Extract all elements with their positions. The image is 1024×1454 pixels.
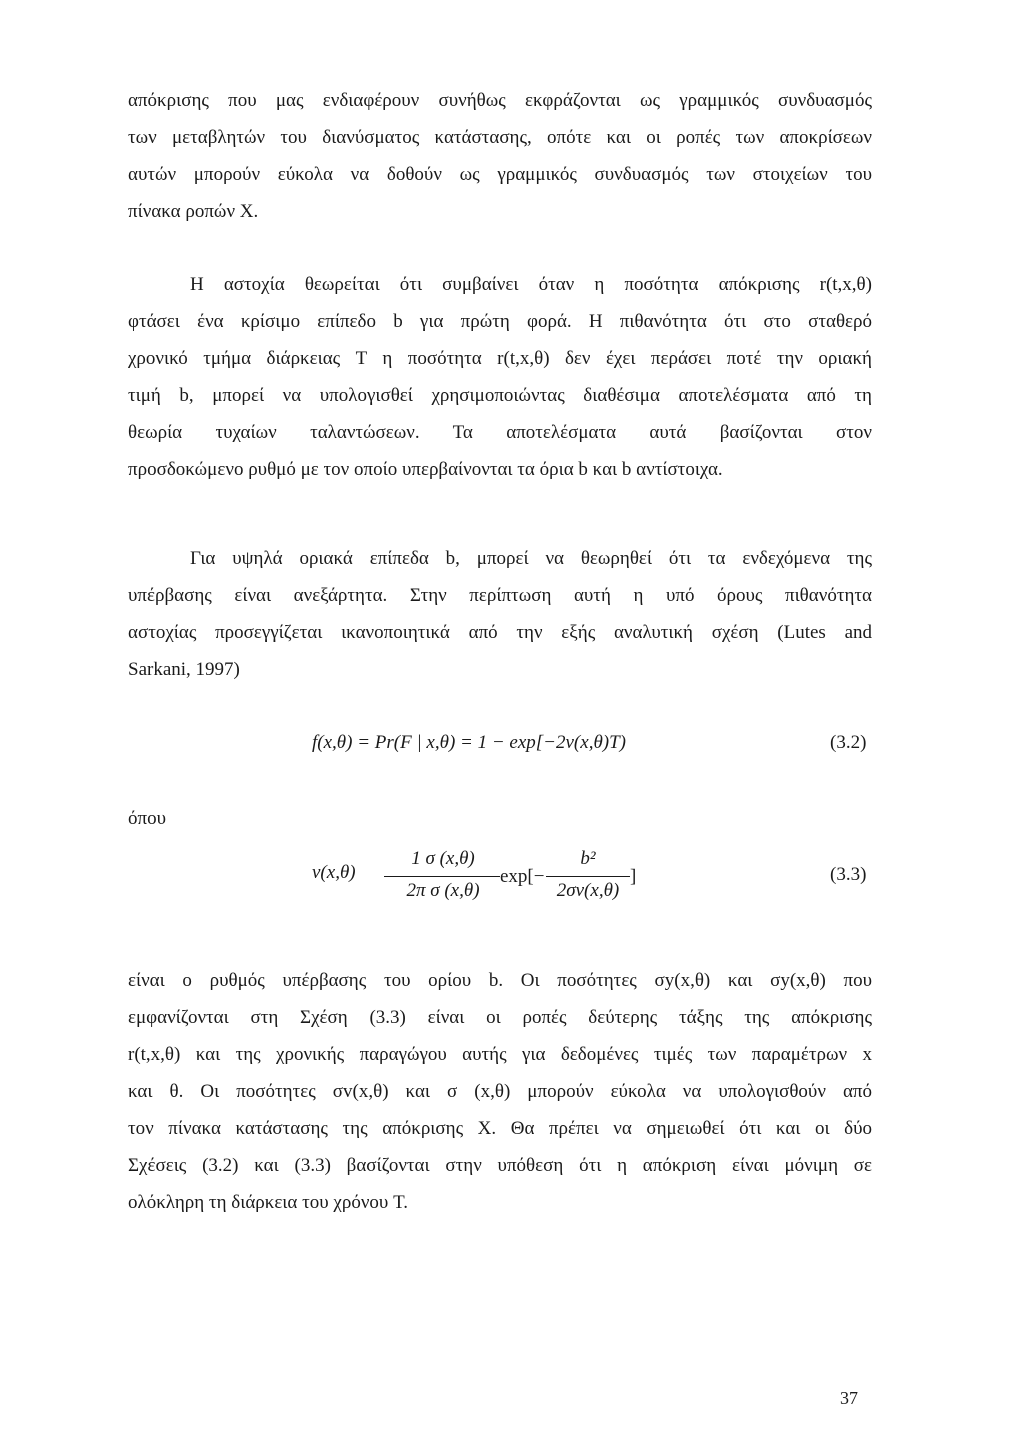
page-number: 37 — [840, 1388, 858, 1408]
paragraph-3 — [128, 540, 872, 688]
text-line: αυτών μπορούν εύκολα να δοθούν ως γραμμικός συνδυασμός των στοιχείων του — [128, 164, 872, 185]
text-line: Sarkani, 1997) — [128, 659, 240, 680]
fraction-2-bar — [546, 876, 630, 877]
text-line: τον πίνακα κατάστασης της απόκρισης X. Θα πρέπει να σημειωθεί ότι και οι δύο — [128, 1118, 872, 1139]
text-line: εμφανίζονται στη Σχέση (3.3) είναι οι ροπές δεύτερης τάξης της απόκρισης — [128, 1007, 872, 1028]
equation-3-3-lhs: ν(x,θ) — [312, 862, 356, 883]
text-line: και θ. Οι ποσότητες σv(x,θ) και σ (x,θ) μπορούν εύκολα να υπολογισθούν από — [128, 1081, 872, 1102]
text-line: Σχέσεις (3.2) και (3.3) βασίζονται στην υπόθεση ότι η απόκριση είναι μόνιμη σε — [128, 1155, 872, 1176]
fraction-2-denominator: 2σv(x,θ) — [556, 880, 620, 901]
opou-label: όπου — [128, 808, 166, 829]
text-line: Η αστοχία θεωρείται ότι συμβαίνει όταν η ποσότητα απόκρισης r(t,x,θ) — [190, 274, 872, 295]
equation-3-2: f(x,θ) = Pr(F | x,θ) = 1 − exp[−2ν(x,θ)T) — [312, 732, 626, 753]
text-line: θεωρία τυχαίων ταλαντώσεων. Τα αποτελέσματα αυτά βασίζονται στον — [128, 422, 872, 443]
fraction-2-numerator: b² — [580, 848, 596, 869]
text-line: τιμή b, μπορεί να υπολογισθεί χρησιμοποιώντας διαθέσιμα αποτελέσματα από τη — [128, 385, 872, 406]
paragraph-1 — [128, 82, 872, 230]
text-line: απόκρισης που μας ενδιαφέρουν συνήθως εκφράζονται ως γραμμικός συνδυασμός — [128, 90, 872, 111]
equation-number-3-3: (3.3) — [830, 864, 867, 885]
text-line: είναι ο ρυθμός υπέρβασης του ορίου b. Οι ποσότητες σy(x,θ) και σy(x,θ) που — [128, 970, 872, 991]
text-line: φτάσει ένα κρίσιμο επίπεδο b για πρώτη φορά. Η πιθανότητα ότι στο σταθερό — [128, 311, 872, 332]
text-line: χρονικό τμήμα διάρκειας T η ποσότητα r(t,x,θ) δεν έχει περάσει ποτέ την οριακή — [128, 348, 872, 369]
text-line: προσδοκώμενο ρυθμό με τον οποίο υπερβαίνονται τα όρια b και b αντίστοιχα. — [128, 459, 723, 480]
text-line: των μεταβλητών του διανύσματος κατάστασης, οπότε και οι ροπές των αποκρίσεων — [128, 127, 872, 148]
fraction-1-denominator: 2π σ (x,θ) — [406, 880, 480, 901]
exp-function: exp[− — [500, 866, 545, 887]
fraction-1-numerator: 1 σ (x,θ) — [411, 848, 475, 869]
equation-number-3-2: (3.2) — [830, 732, 867, 753]
paragraph-2 — [128, 266, 872, 488]
text-line: αστοχίας προσεγγίζεται ικανοποιητικά από την εξής αναλυτική σχέση (Lutes and — [128, 622, 872, 643]
text-line: r(t,x,θ) και της χρονικής παραγώγου αυτής για δεδομένες τιμές των παραμέτρων x — [128, 1044, 872, 1065]
text-line: πίνακα ροπών X. — [128, 201, 259, 222]
close-bracket: ] — [630, 866, 637, 887]
text-line: ολόκληρη τη διάρκεια του χρόνου T. — [128, 1192, 409, 1213]
fraction-1-bar — [384, 876, 500, 877]
paragraph-4 — [128, 962, 872, 1221]
text-line: Για υψηλά οριακά επίπεδα b, μπορεί να θεωρηθεί ότι τα ενδεχόμενα της — [190, 548, 872, 569]
text-line: υπέρβασης είναι ανεξάρτητα. Στην περίπτωση αυτή η υπό όρους πιθανότητα — [128, 585, 872, 606]
